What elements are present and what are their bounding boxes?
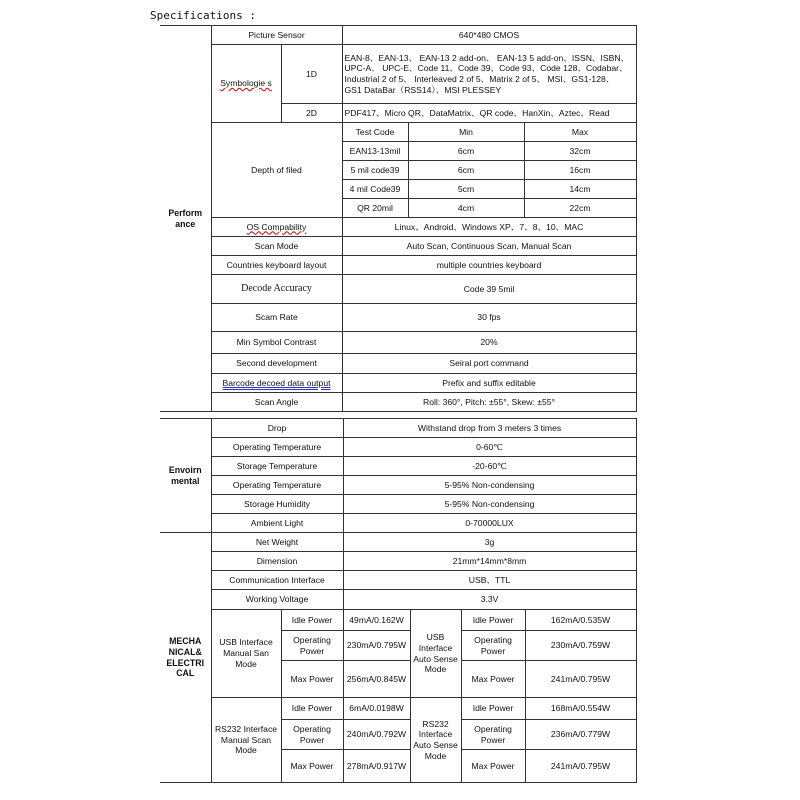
- power-mode-label: RS232 Interface Manual Scan Mode: [211, 698, 281, 783]
- spec-label: Min Symbol Contrast: [211, 332, 342, 354]
- spec-label: Depth of filed: [211, 123, 342, 218]
- spec-label: Storage Humidity: [211, 495, 343, 514]
- spec-value: 0-60℃: [343, 438, 636, 457]
- spec-label: Scan Mode: [211, 237, 342, 256]
- environment-mechanical-table: [160, 418, 637, 783]
- power-mode-label: RS232 Interface Auto Sense Mode: [410, 698, 461, 783]
- power-label: Max Power: [461, 661, 525, 698]
- spec-label: Communication Interface: [211, 571, 343, 590]
- power-label: Max Power: [461, 750, 525, 783]
- table-header: Test Code: [342, 123, 408, 142]
- spec-label: Working Voltage: [211, 590, 343, 610]
- section-mechanical: MECHA NICAL& ELECTRI CAL: [160, 533, 211, 783]
- spec-value: 30 fps: [342, 304, 636, 332]
- table-cell: 5cm: [408, 180, 524, 199]
- spec-label: Countries keyboard layout: [211, 256, 342, 275]
- spec-sublabel: 2D: [281, 104, 342, 123]
- power-label: Operating Power: [461, 720, 525, 750]
- spec-label: Dimension: [211, 552, 343, 571]
- spec-value: Roll: 360°, Pitch: ±55°, Skew: ±55°: [342, 393, 636, 412]
- power-value: 256mA/0.845W: [343, 661, 410, 698]
- power-label: Idle Power: [461, 698, 525, 720]
- table-cell: 5 mil code39: [342, 161, 408, 180]
- power-value: 49mA/0.162W: [343, 610, 410, 631]
- spec-value: 21mm*14mm*8mm: [343, 552, 636, 571]
- spec-value: 3.3V: [343, 590, 636, 610]
- power-label: Operating Power: [281, 720, 343, 750]
- spec-label: Net Weight: [211, 533, 343, 552]
- spec-label: Decode Accuracy: [211, 275, 342, 304]
- spec-label: Second development: [211, 354, 342, 374]
- spec-label: OS Compability: [211, 218, 342, 237]
- spec-label: Symbologie s: [211, 45, 281, 123]
- table-cell: 6cm: [408, 142, 524, 161]
- spec-label: Picture Sensor: [211, 26, 342, 45]
- spec-label: Scan Angle: [211, 393, 342, 412]
- table-cell: 4 mil Code39: [342, 180, 408, 199]
- power-label: Idle Power: [281, 610, 343, 631]
- table-cell: 14cm: [524, 180, 636, 199]
- power-value: 241mA/0.795W: [525, 661, 636, 698]
- power-mode-label: USB Interface Manual San Mode: [211, 610, 281, 698]
- spec-label: Ambient Light: [211, 514, 343, 533]
- table-header: Max: [524, 123, 636, 142]
- power-label: Idle Power: [281, 698, 343, 720]
- spec-label: Operating Temperature: [211, 476, 343, 495]
- power-value: 168mA/0.554W: [525, 698, 636, 720]
- spec-value: 20%: [342, 332, 636, 354]
- power-value: 240mA/0.792W: [343, 720, 410, 750]
- table-cell: 4cm: [408, 199, 524, 218]
- spec-value: multiple countries keyboard: [342, 256, 636, 275]
- spec-label: Scam Rate: [211, 304, 342, 332]
- table-cell: 22cm: [524, 199, 636, 218]
- spec-value: 640*480 CMOS: [342, 26, 636, 45]
- spec-value: 3g: [343, 533, 636, 552]
- spec-value: 5-95% Non-condensing: [343, 476, 636, 495]
- performance-table: [160, 25, 637, 412]
- power-label: Max Power: [281, 661, 343, 698]
- power-label: Operating Power: [281, 631, 343, 661]
- spec-value: Seiral port command: [342, 354, 636, 374]
- page-title: Specifications :: [150, 9, 256, 22]
- power-value: 230mA/0.759W: [525, 631, 636, 661]
- power-value: 230mA/0.795W: [343, 631, 410, 661]
- section-performance: Perform ance: [160, 26, 211, 412]
- spec-value: Linux、Android、Windows XP、7、8、10、MAC: [342, 218, 636, 237]
- power-value: 278mA/0.917W: [343, 750, 410, 783]
- spec-value: PDF417、Micro QR、DataMatrix、QR code、HanXin、Aztec、Read: [342, 104, 636, 123]
- power-label: Idle Power: [461, 610, 525, 631]
- table-header: Min: [408, 123, 524, 142]
- section-environmental: Envoirn mental: [160, 419, 211, 533]
- power-value: 162mA/0.535W: [525, 610, 636, 631]
- spec-value: Withstand drop from 3 meters 3 times: [343, 419, 636, 438]
- power-label: Max Power: [281, 750, 343, 783]
- spec-value: EAN-8、EAN-13、 EAN-13 2 add-on、 EAN-13 5 add-on、ISSN、ISBN、 UPC-A、 UPC-E、Code 11、Code 39、Code 93、Code 128、Codabar、 Industrial 2 of 5、 Interleaved 2 of 5、Matrix 2 of 5、 MSI、GS1-128、 GS1 DataBar（RSS14）、MSI PLESSEY: [342, 45, 636, 104]
- spec-value: 0-70000LUX: [343, 514, 636, 533]
- table-cell: 32cm: [524, 142, 636, 161]
- spec-label: Operating Temperature: [211, 438, 343, 457]
- spec-label: Barcode decoed data output: [211, 374, 342, 393]
- table-cell: EAN13-13mil: [342, 142, 408, 161]
- spec-value: Auto Scan, Continuous Scan, Manual Scan: [342, 237, 636, 256]
- power-label: Operating Power: [461, 631, 525, 661]
- table-cell: 6cm: [408, 161, 524, 180]
- table-cell: 16cm: [524, 161, 636, 180]
- spec-value: USB、TTL: [343, 571, 636, 590]
- spec-value: 5-95% Non-condensing: [343, 495, 636, 514]
- power-mode-label: USB Interface Auto Sense Mode: [410, 610, 461, 698]
- power-value: 6mA/0.0198W: [343, 698, 410, 720]
- spec-value: Prefix and suffix editable: [342, 374, 636, 393]
- spec-value: -20-60℃: [343, 457, 636, 476]
- spec-sublabel: 1D: [281, 45, 342, 104]
- spec-label: Storage Temperature: [211, 457, 343, 476]
- spec-value: Code 39 5mil: [342, 275, 636, 304]
- table-cell: QR 20mil: [342, 199, 408, 218]
- spec-label: Drop: [211, 419, 343, 438]
- power-value: 241mA/0.795W: [525, 750, 636, 783]
- power-value: 236mA/0.779W: [525, 720, 636, 750]
